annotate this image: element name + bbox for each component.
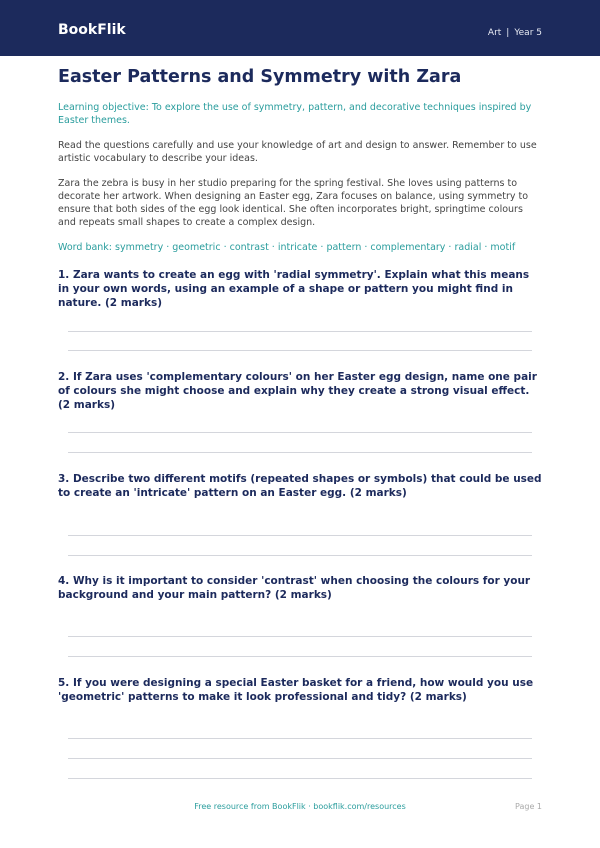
answer-line[interactable] <box>68 778 532 779</box>
word-bank: Word bank: symmetry · geometric · contrast · intricate · pattern · complementary · radial · motif <box>58 242 516 253</box>
subject-label: Art <box>487 28 502 38</box>
answer-line[interactable] <box>68 758 532 759</box>
answer-line[interactable] <box>68 452 532 453</box>
page-header <box>0 0 600 56</box>
footer-credit: Free resource from BookFlik · bookflik.com/resources <box>194 802 406 811</box>
learning-objective: Learning objective: To explore the use of symmetry, pattern, and decorative techniques inspired by Easter themes. <box>58 102 532 126</box>
question-4 <box>58 574 542 602</box>
answer-line[interactable] <box>68 535 532 536</box>
answer-line[interactable] <box>68 636 532 637</box>
year-label: Year 5 <box>514 28 542 38</box>
page-number: Page 1 <box>515 802 542 811</box>
question-3 <box>58 472 542 500</box>
brand-logo: BookFlik <box>58 22 126 38</box>
story-paragraph: Zara the zebra is busy in her studio preparing for the spring festival. She loves using patterns to decorate her artwork. When designing an Easter egg, Zara focuses on balance, using symmetry to ensure that both sides of the egg look identical. She often incorporates bright, springtime colours and repeats small shapes to create a complex design. <box>58 178 529 228</box>
answer-line[interactable] <box>68 331 532 332</box>
question-text: 5. If you were designing a special Easter basket for a friend, how would you use 'geometric' patterns to make it look professional and tidy? (2 marks) <box>58 677 534 703</box>
instructions-paragraph: Read the questions carefully and use your knowledge of art and design to answer. Remember to use artistic vocabulary to describe your ideas. <box>58 140 537 164</box>
question-text: 2. If Zara uses 'complementary colours' on her Easter egg design, name one pair of colours she might choose and explain why they create a strong visual effect. (2 marks) <box>58 371 537 411</box>
page-title: Easter Patterns and Symmetry with Zara <box>58 67 462 87</box>
question-text: 3. Describe two different motifs (repeated shapes or symbols) that could be used to create an 'intricate' pattern on an Easter egg. (2 marks) <box>58 473 542 499</box>
question-5 <box>58 676 542 704</box>
subject-year <box>488 27 542 39</box>
question-1 <box>58 268 542 310</box>
question-2 <box>58 370 542 412</box>
answer-line[interactable] <box>68 350 532 351</box>
answer-line[interactable] <box>68 555 532 556</box>
question-text: 4. Why is it important to consider 'contrast' when choosing the colours for your background and your main pattern? (2 marks) <box>58 575 531 601</box>
answer-line[interactable] <box>68 432 532 433</box>
meta-separator: | <box>506 28 510 38</box>
answer-line[interactable] <box>68 656 532 657</box>
answer-line[interactable] <box>68 738 532 739</box>
intro-section <box>58 66 542 254</box>
question-text: 1. Zara wants to create an egg with 'radial symmetry'. Explain what this means in your own words, using an example of a shape or pattern you might find in nature. (2 marks) <box>58 269 530 309</box>
